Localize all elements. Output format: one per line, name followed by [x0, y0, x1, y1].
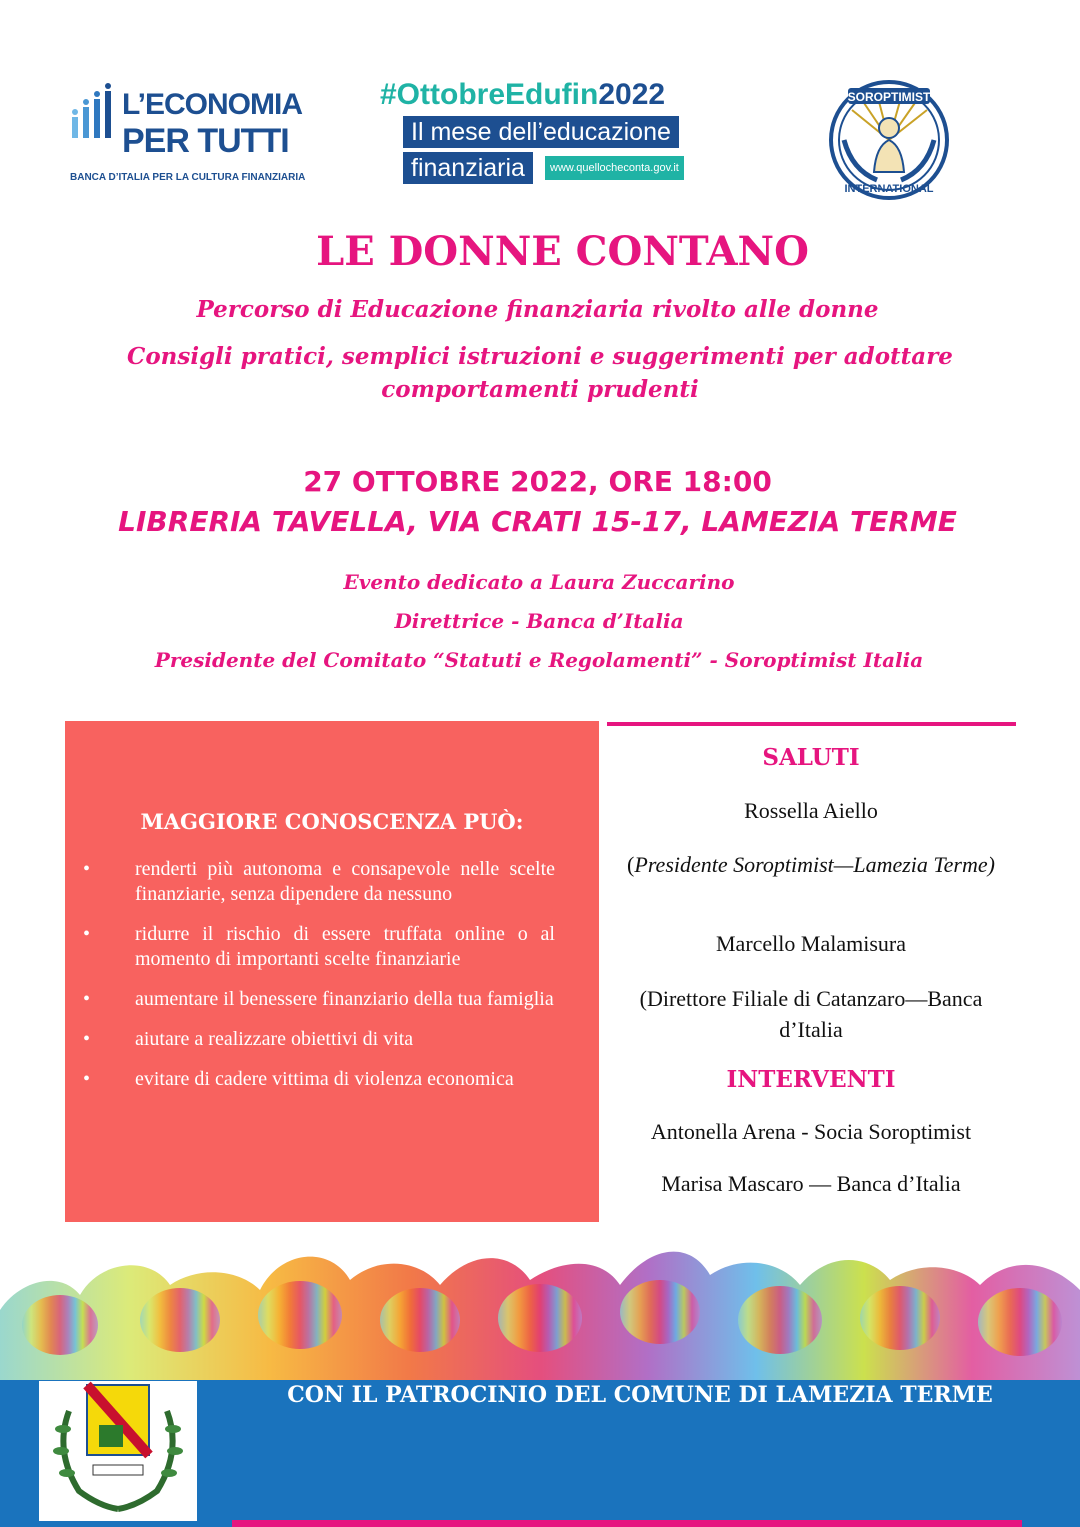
interventi-heading: INTERVENTI — [726, 1066, 896, 1093]
page-title: LE DONNE CONTANO — [316, 228, 809, 275]
intervento-item: Antonella Arena - Socia Soroptimist — [650, 1119, 972, 1144]
list-item-text: renderti più autonoma e consapevole nelle scelte finanziarie, senza dipendere da nessuno — [135, 858, 555, 905]
economia-logo-tagline: BANCA D’ITALIA PER LA CULTURA FINANZIARIA — [70, 172, 306, 183]
speaker-role-paren: ( — [627, 852, 635, 877]
bullet-icon: • — [83, 1068, 91, 1090]
edufin-box-line2: finanziaria — [403, 152, 533, 184]
speaker-role — [610, 849, 1012, 880]
knowledge-panel — [65, 721, 599, 1222]
saluti-heading: SALUTI — [762, 744, 860, 771]
event-venue: LIBRERIA TAVELLA, VIA CRATI 15-17, LAMEZIA TERME — [118, 505, 957, 538]
benefits-list — [65, 857, 599, 1107]
soroptimist-top-text: SOROPTIMIST — [847, 90, 931, 104]
economia-per-tutti-logo — [68, 78, 306, 188]
economia-logo-line1: L’ECONOMIA — [122, 88, 303, 121]
bullet-icon: • — [83, 988, 91, 1010]
speaker-role-text: Presidente Soroptimist—Lamezia Terme) — [634, 852, 995, 877]
bullet-icon: • — [83, 923, 91, 945]
speaker-role: (Direttore Filiale di Catanzaro—Banca d’Italia — [639, 986, 983, 1042]
edufin-hashtag — [380, 78, 665, 112]
event-dedication: Evento dedicato a Laura Zuccarino — [343, 570, 735, 594]
economia-logo-line2: PER TUTTI — [122, 122, 289, 160]
soroptimist-emblem-icon — [822, 80, 956, 200]
list-item — [65, 1067, 599, 1092]
event-dedication-committee: Presidente del Comitato “Statuti e Regolamenti” - Soroptimist Italia — [154, 648, 924, 672]
list-item-text: aumentare il benessere finanziario della tua famiglia — [135, 988, 554, 1010]
edufin-hashtag-year: 2022 — [598, 78, 666, 111]
bar-people-icon — [70, 82, 118, 140]
soroptimist-bottom-text: INTERNATIONAL — [844, 183, 934, 195]
footer-divider — [232, 1520, 1022, 1527]
subtitle-course: Percorso di Educazione finanziaria rivolto alle donne — [196, 296, 879, 323]
list-item — [65, 1027, 599, 1052]
subtitle-tips: Consigli pratici, semplici istruzioni e suggerimenti per adottare comportamenti prudenti — [127, 343, 953, 403]
intervento-item: Marisa Mascaro — Banca d’Italia — [661, 1171, 961, 1196]
comune-crest — [39, 1381, 197, 1521]
women-silhouettes-illustration — [0, 1240, 1080, 1380]
list-item-text: aiutare a realizzare obiettivi di vita — [135, 1028, 414, 1050]
list-item — [65, 922, 599, 972]
edufin-box-line1: Il mese dell’educazione — [403, 116, 679, 148]
soroptimist-logo — [822, 80, 956, 200]
list-item-text: ridurre il rischio di essere truffata online o al momento di importanti scelte finanziarie — [135, 923, 555, 970]
edufin-hashtag-main: #OttobreEdufin — [380, 78, 599, 111]
divider — [607, 722, 1016, 726]
event-dedication-role: Direttrice - Banca d’Italia — [394, 609, 684, 633]
speaker-name: Rossella Aiello — [744, 798, 878, 823]
event-date: 27 OTTOBRE 2022, ORE 18:00 — [303, 465, 772, 498]
bullet-icon: • — [83, 1028, 91, 1050]
patronage-text: CON IL PATROCINIO DEL COMUNE DI LAMEZIA TERME — [287, 1382, 993, 1408]
list-item — [65, 987, 599, 1012]
speaker-name: Marcello Malamisura — [716, 931, 906, 956]
panel-title: MAGGIORE CONOSCENZA PUÒ: — [140, 809, 524, 834]
edufin-logo — [375, 78, 695, 188]
bullet-icon: • — [83, 858, 91, 880]
comune-coat-of-arms-icon — [39, 1381, 197, 1521]
edufin-url: www.quellocheconta.gov.it — [545, 156, 684, 180]
list-item — [65, 857, 599, 907]
list-item-text: evitare di cadere vittima di violenza economica — [135, 1068, 514, 1090]
